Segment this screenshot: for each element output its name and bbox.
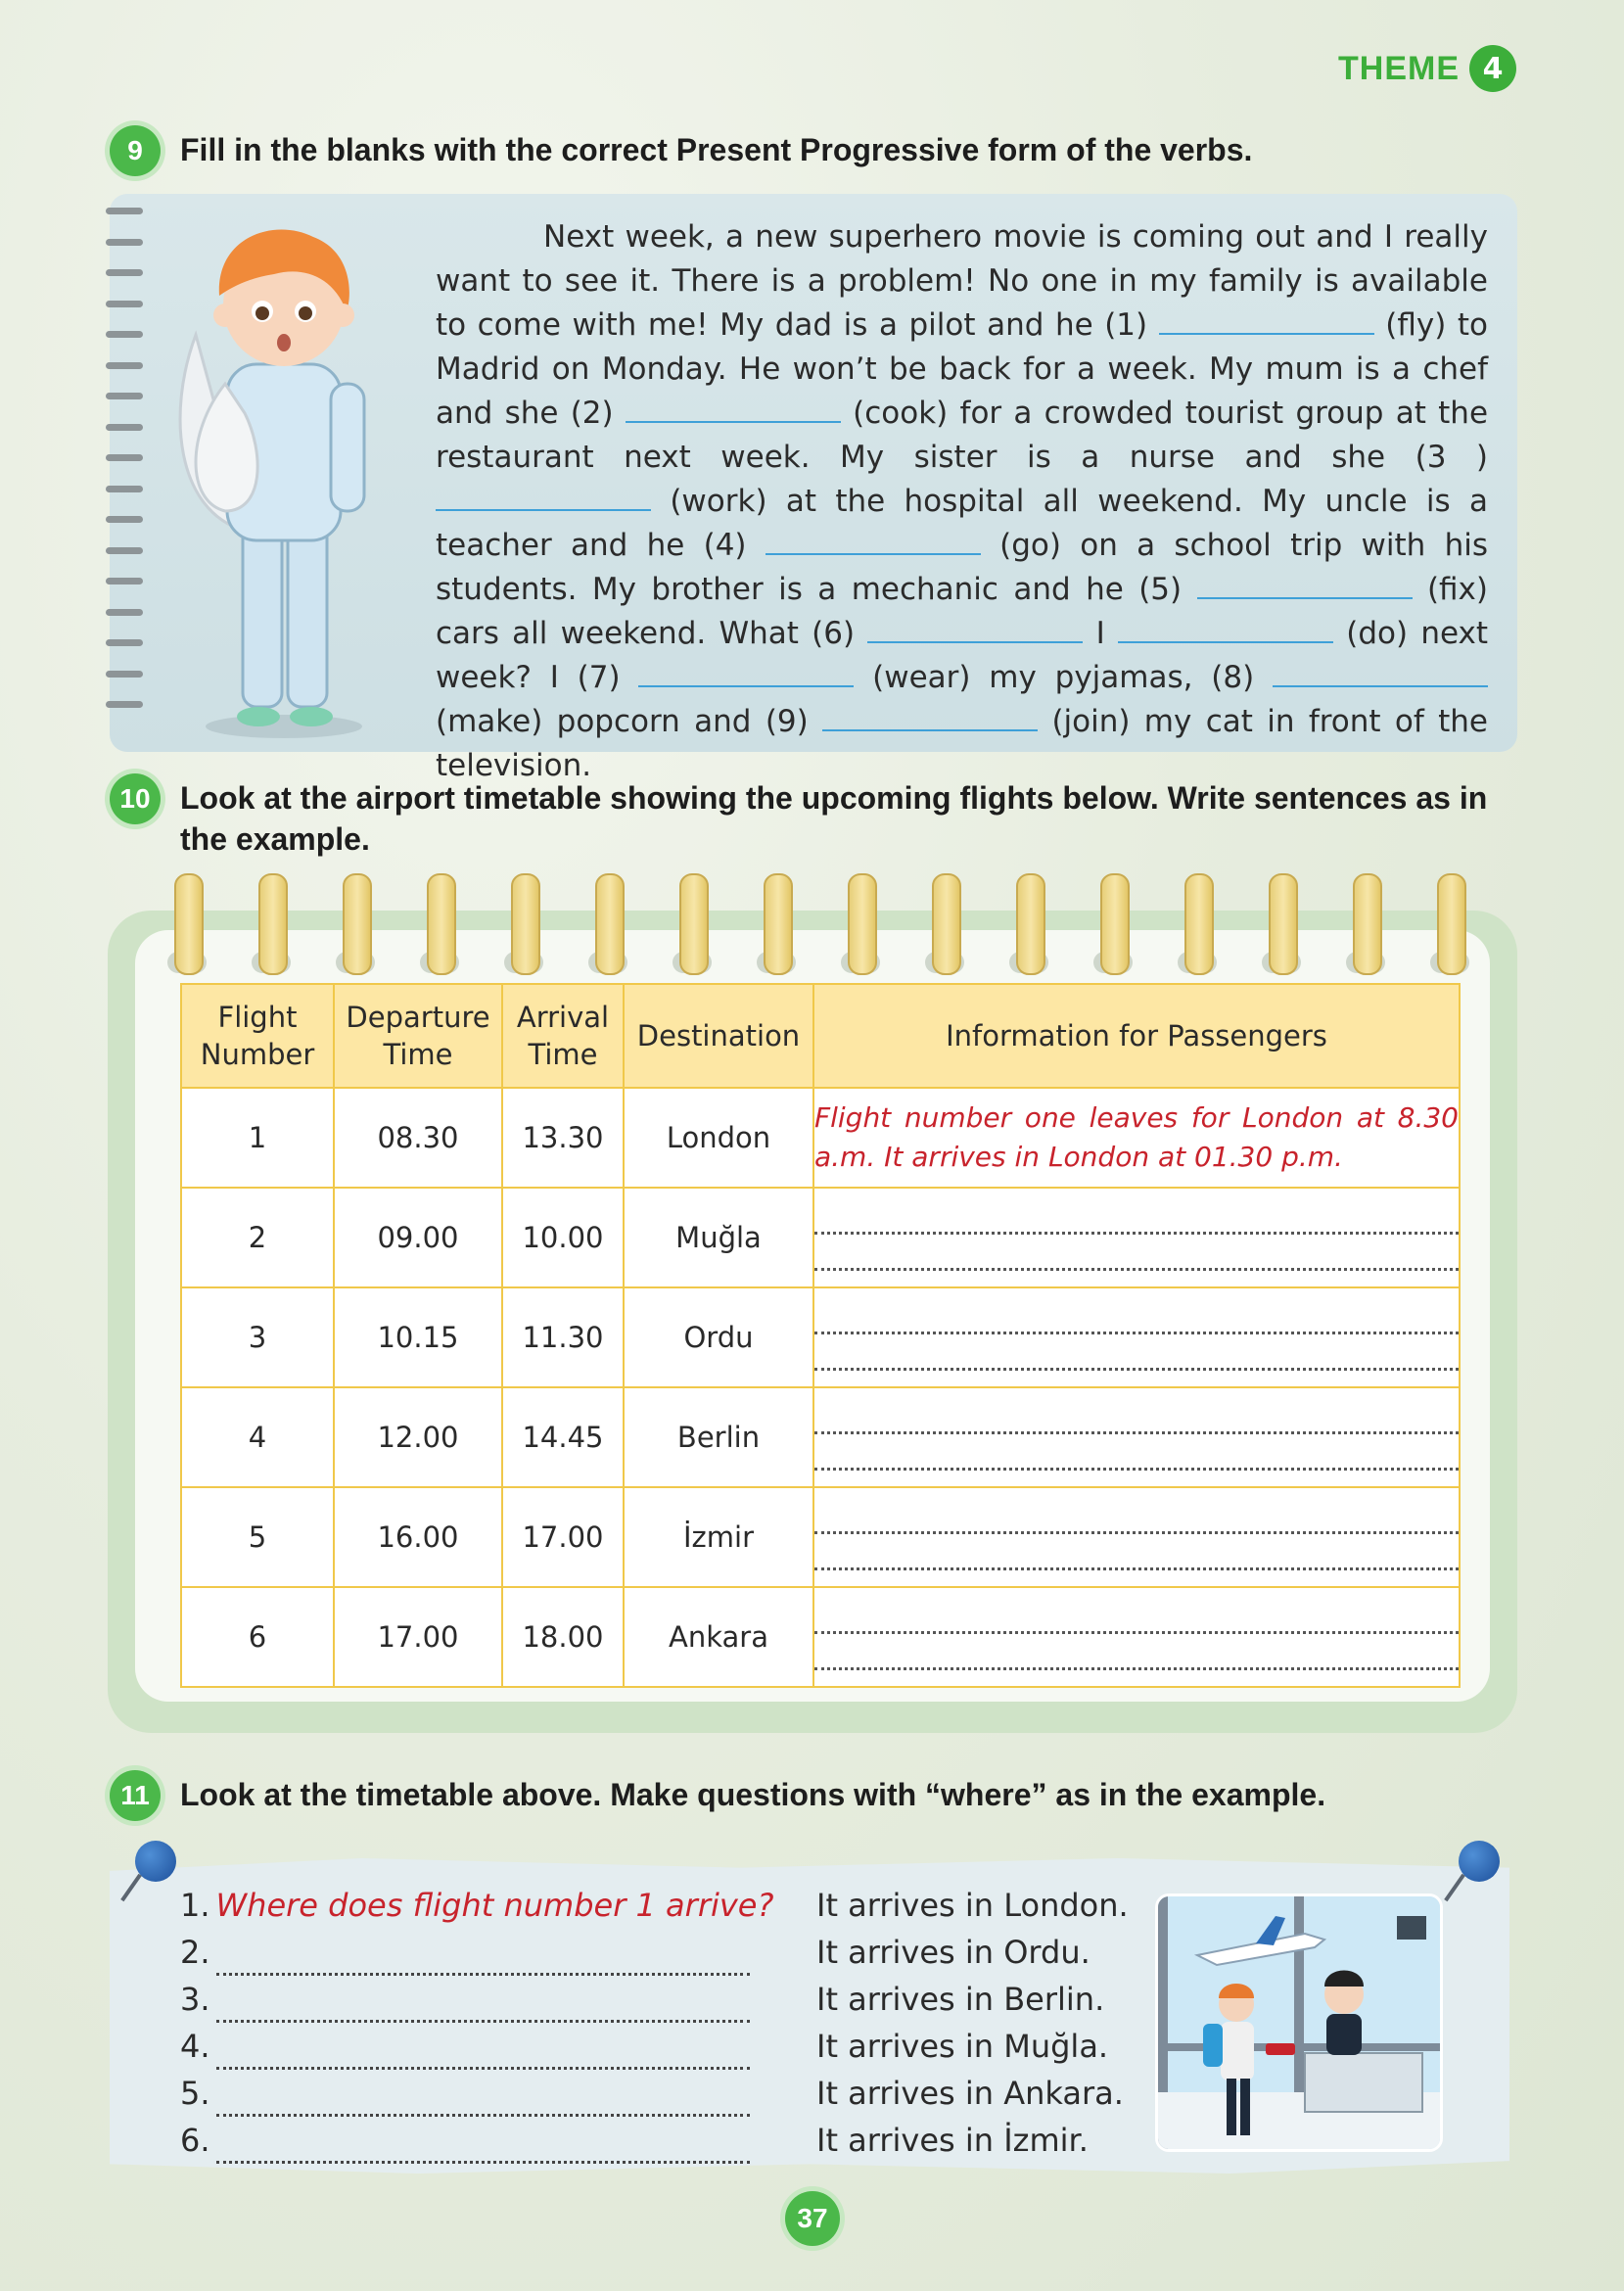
story-segment: (go) on a school trip with his students. My brother is a mechanic and he (5) [436,528,1489,607]
binder-ring [595,873,625,975]
binder-ring [1437,873,1466,975]
binder-ring [511,873,540,975]
spiral-coil [106,239,143,246]
header-destination: Destination [624,984,813,1088]
cell-information-answer[interactable] [813,1587,1460,1687]
theme-label: THEME [1338,49,1460,87]
cell-departure: 08.30 [334,1088,502,1188]
spiral-coil [106,547,143,554]
dotted-answer-line[interactable] [814,1540,1459,1570]
header-information: Information for Passengers [813,984,1460,1088]
table-row [181,1587,1460,1687]
spiral-coil [106,639,143,646]
answer-blank[interactable] [822,700,1038,731]
story-segment: I [1095,616,1105,651]
binder-ring [932,873,961,975]
dotted-answer-line[interactable] [814,1504,1459,1534]
cell-flight: 6 [181,1587,334,1687]
question-answer-line[interactable] [216,2034,750,2070]
binder-ring [258,873,288,975]
table-row [181,1387,1460,1487]
cell-arrival: 13.30 [502,1088,624,1188]
cell-flight: 1 [181,1088,334,1188]
cell-departure: 10.15 [334,1287,502,1387]
boy-with-pillow-illustration [157,217,411,746]
cell-flight: 2 [181,1188,334,1287]
cell-destination: İzmir [624,1487,813,1587]
theme-number-badge: 4 [1469,45,1516,92]
spiral-coil [106,331,143,338]
cell-destination: London [624,1088,813,1188]
binder-ring [343,873,372,975]
answer-blank[interactable] [638,656,854,687]
table-row [181,1188,1460,1287]
question-answer-line[interactable] [216,1987,750,2023]
binder-ring [848,873,877,975]
dotted-answer-line[interactable] [814,1640,1459,1670]
binder-ring [174,873,204,975]
question-answer-line[interactable] [216,1940,750,1976]
spiral-coil [106,269,143,276]
spiral-coil [106,701,143,708]
theme-header [1338,45,1516,92]
question-item [180,1929,773,1976]
dotted-answer-line[interactable] [814,1304,1459,1334]
story-segment: (wear) my pyjamas, (8) [872,660,1255,695]
exercise-9-number: 9 [110,125,161,176]
dotted-answer-line[interactable] [814,1204,1459,1235]
story-segment: Next week, a new superhero movie is coming out and I really want to see it. There is a problem! No one in my family is available to come with me! My dad is a pilot and he (1) [436,219,1488,343]
binder-ring [1269,873,1298,975]
header-departure-time: Departure Time [334,984,502,1088]
cell-departure: 12.00 [334,1387,502,1487]
answer-sentence: It arrives in London. [816,1887,1129,1924]
cell-arrival: 18.00 [502,1587,624,1687]
cell-arrival: 14.45 [502,1387,624,1487]
question-item [180,2070,773,2117]
answer-blank[interactable] [867,612,1083,643]
header-flight-number: Flight Number [181,984,334,1088]
question-number: 6. [180,2122,210,2159]
cell-arrival: 10.00 [502,1188,624,1287]
question-number: 1. [180,1887,210,1924]
answer-sentence: It arrives in Berlin. [816,1981,1105,2018]
question-item [180,2117,773,2164]
answer-sentence: It arrives in Ordu. [816,1934,1090,1971]
cell-information-answer[interactable] [813,1387,1460,1487]
cell-departure: 17.00 [334,1587,502,1687]
dotted-answer-line[interactable] [814,1340,1459,1371]
cell-information-answer[interactable] [813,1287,1460,1387]
story-segment: (cook) for a crowded tourist group at the restaurant next week. My sister is a nurse and she (3 ) [436,396,1489,475]
answer-blank[interactable] [766,524,981,555]
exercise-11-instruction: Look at the timetable above. Make questions with “where” as in the example. [180,1777,1326,1812]
cell-arrival: 17.00 [502,1487,624,1587]
cell-destination: Berlin [624,1387,813,1487]
example-question: Where does flight number 1 arrive? [215,1887,774,1924]
questions-list [180,1882,773,2164]
table-row [181,1487,1460,1587]
spiral-coil [106,609,143,616]
cell-destination: Ankara [624,1587,813,1687]
answer-blank[interactable] [626,392,841,423]
question-answer-line[interactable] [216,2081,750,2117]
dotted-answer-line[interactable] [814,1404,1459,1434]
question-number: 5. [180,2075,210,2112]
header-arrival-time: Arrival Time [502,984,624,1088]
spiral-coil [106,393,143,399]
spiral-coil [106,578,143,584]
flight-timetable [180,983,1461,1688]
question-item [180,1882,773,1929]
table-header-row [181,984,1460,1088]
cell-departure: 16.00 [334,1487,502,1587]
spiral-coil [106,516,143,523]
spiral-coil [106,301,143,307]
answer-blank[interactable] [436,480,651,511]
story-segment: (join) my cat in front of the television. [436,704,1489,783]
answer-sentence: It arrives in Muğla. [816,2028,1109,2065]
cell-departure: 09.00 [334,1188,502,1287]
binder-ring [764,873,793,975]
question-number: 4. [180,2028,210,2065]
example-sentence: Flight number one leaves for London at 8.30 a.m. It arrives in London at 01.30 p.m. [814,1101,1459,1173]
exercise-11-number: 11 [110,1770,161,1821]
cell-information [813,1088,1460,1188]
dotted-answer-line[interactable] [814,1604,1459,1634]
binder-ring [1016,873,1045,975]
cell-arrival: 11.30 [502,1287,624,1387]
cell-flight: 4 [181,1387,334,1487]
spiral-coil [106,454,143,461]
page-number: 37 [785,2191,840,2246]
cell-destination: Ordu [624,1287,813,1387]
question-number: 3. [180,1981,210,2018]
cell-flight: 5 [181,1487,334,1587]
answer-blank[interactable] [1273,656,1488,687]
cell-destination: Muğla [624,1188,813,1287]
spiral-coil [106,671,143,678]
question-item [180,2023,773,2070]
question-item [180,1976,773,2023]
story-segment: (work) at the hospital all weekend. My uncle is a teacher and he (4) [436,484,1488,563]
cell-information-answer[interactable] [813,1188,1460,1287]
binder-ring [427,873,456,975]
story-text [436,215,1488,788]
exercise-10-number: 10 [110,773,161,824]
binder-ring [679,873,709,975]
spiral-coil [106,362,143,369]
cell-flight: 3 [181,1287,334,1387]
answer-sentence: It arrives in İzmir. [816,2122,1089,2159]
exercise-9-instruction: Fill in the blanks with the correct Present Progressive form of the verbs. [180,132,1253,167]
answer-blank[interactable] [1159,304,1374,335]
binder-ring [1353,873,1382,975]
question-answer-line[interactable] [216,2127,750,2164]
exercise-10-instruction: Look at the airport timetable showing the upcoming flights below. Write sentences as in the example. [180,780,1488,857]
answer-blank[interactable] [1118,612,1333,643]
answer-sentence: It arrives in Ankara. [816,2075,1124,2112]
airport-check-in-illustration [1155,1894,1443,2152]
binder-ring [1184,873,1214,975]
answers-list [816,1882,1129,2164]
spiral-coil [106,424,143,431]
question-number: 2. [180,1934,210,1971]
binder-ring [1100,873,1130,975]
story-segment: (fix) cars all weekend. What (6) [436,572,1488,651]
spiral-coil [106,208,143,214]
story-segment: (make) popcorn and (9) [436,704,809,739]
dotted-answer-line[interactable] [814,1240,1459,1271]
dotted-answer-line[interactable] [814,1440,1459,1471]
table-row [181,1287,1460,1387]
story-segment: (fly) to Madrid on Monday. He won’t be back for a week. My mum is a chef and she (2) [436,307,1489,431]
table-row [181,1088,1460,1188]
spiral-coil [106,486,143,492]
story-segment: (do) next week? I (7) [436,616,1488,695]
cell-information-answer[interactable] [813,1487,1460,1587]
answer-blank[interactable] [1197,568,1413,599]
